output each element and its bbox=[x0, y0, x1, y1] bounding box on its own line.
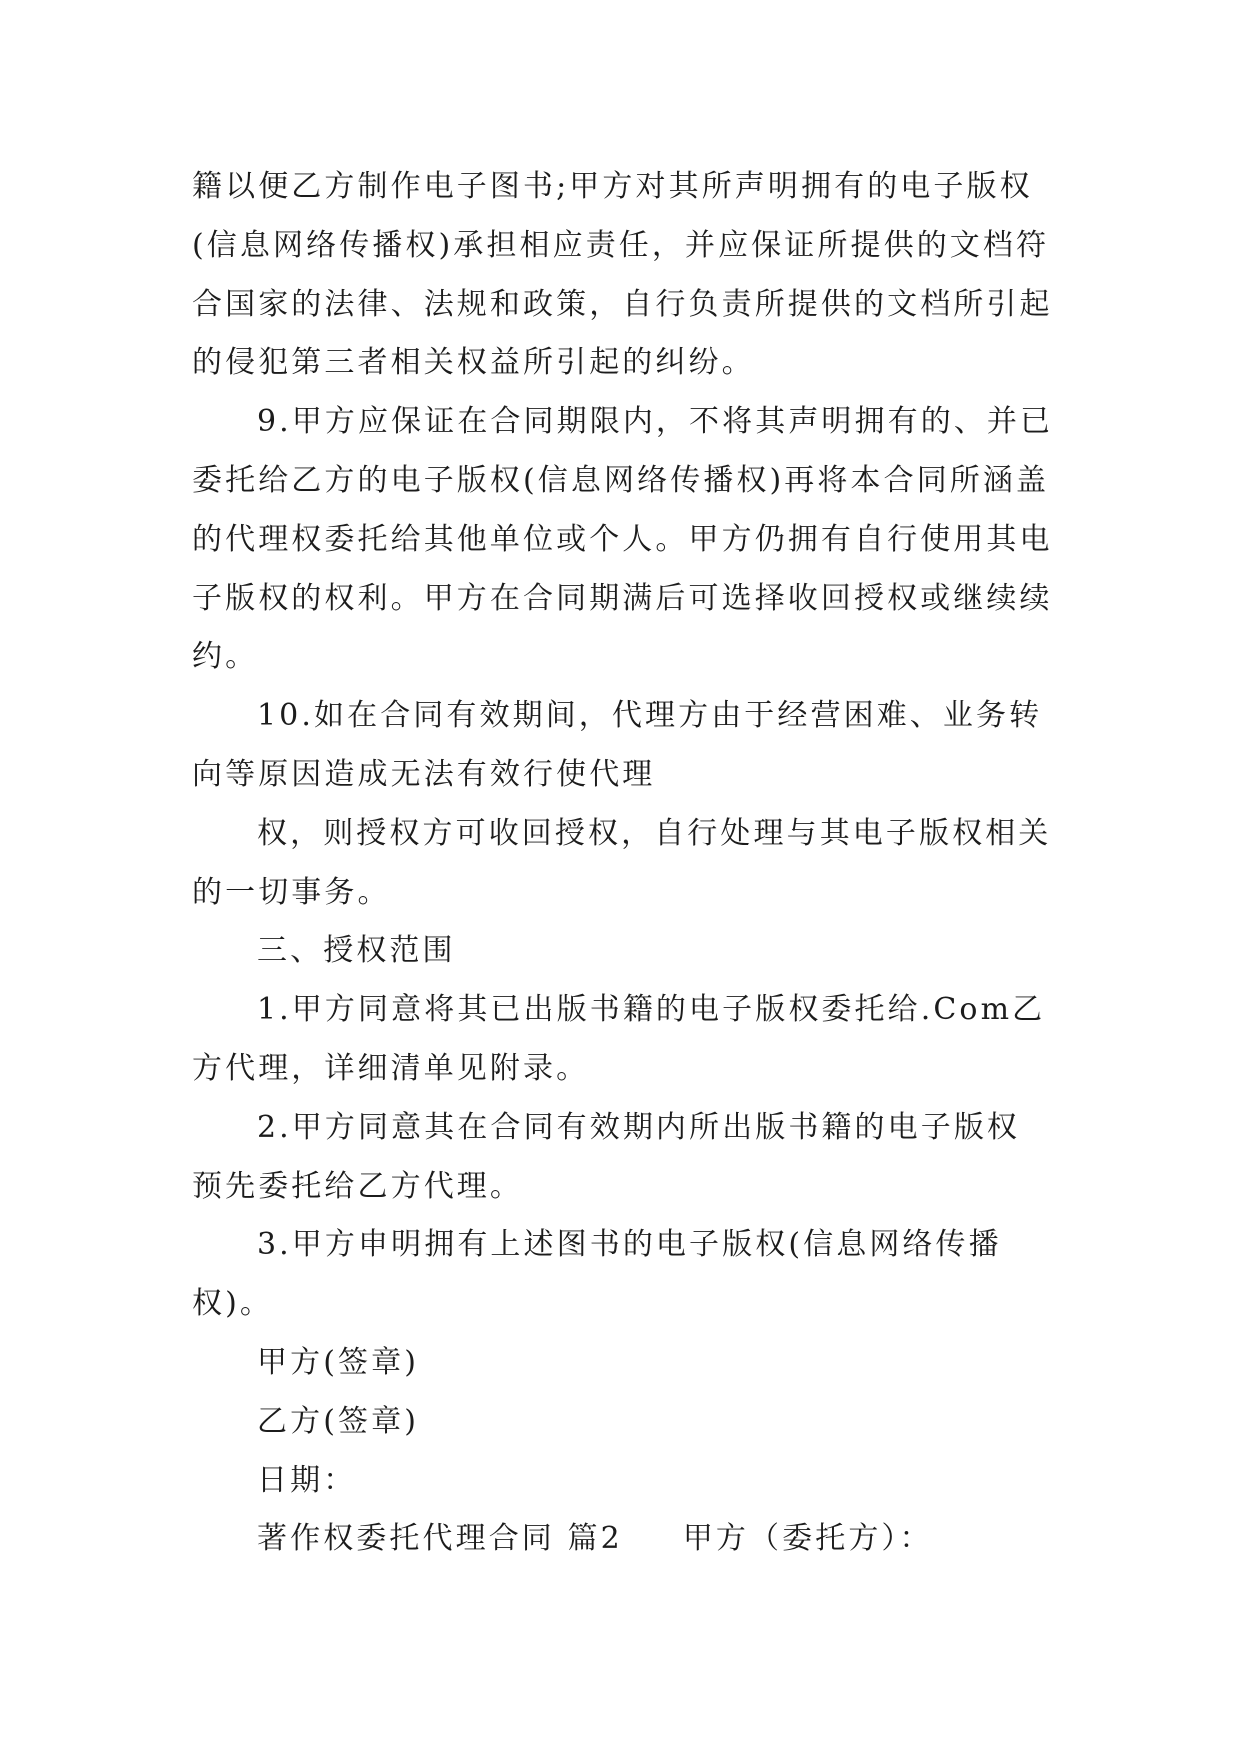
next-section-line bbox=[192, 1510, 1054, 1569]
party-a-label: 甲方（委托方）： bbox=[682, 1521, 933, 1557]
contract-title-2: 著作权委托代理合同 篇2 bbox=[257, 1521, 623, 1557]
paragraph-line: 委托给乙方的电子版权(信息网络传播权)再将本合同所涵盖 bbox=[192, 462, 1050, 498]
paragraph-line: 方代理，详细清单见附录。 bbox=[192, 1050, 590, 1086]
paragraph-line: 权，则授权方可收回授权，自行处理与其电子版权相关 bbox=[257, 815, 1052, 851]
date-line: 日期： bbox=[257, 1462, 357, 1498]
section-heading: 三、授权范围 bbox=[257, 933, 456, 969]
scope-clause-1-line: 1.甲方同意将其已出版书籍的电子版权委托给.Com乙 bbox=[257, 992, 1046, 1028]
paragraph-line: 预先委托给乙方代理。 bbox=[192, 1168, 523, 1204]
document-body bbox=[192, 158, 1054, 1569]
scope-clause-3-line: 3.甲方申明拥有上述图书的电子版权(信息网络传播 bbox=[257, 1227, 1002, 1263]
paragraph-line: 子版权的权利。甲方在合同期满后可选择收回授权或继续续 bbox=[192, 580, 1053, 616]
paragraph-line: 的代理权委托给其他单位或个人。甲方仍拥有自行使用其电 bbox=[192, 521, 1053, 557]
party-a-signature-line: 甲方(签章) bbox=[257, 1344, 420, 1380]
paragraph-line: 的侵犯第三者相关权益所引起的纠纷。 bbox=[192, 345, 755, 381]
scope-clause-2-line: 2.甲方同意其在合同有效期内所出版书籍的电子版权 bbox=[257, 1109, 1021, 1145]
paragraph-line: 向等原因造成无法有效行使代理 bbox=[192, 756, 656, 792]
paragraph-line: (信息网络传播权)承担相应责任，并应保证所提供的文档符 bbox=[192, 227, 1050, 263]
paragraph-line: 权)。 bbox=[192, 1286, 274, 1322]
clause-9-line: 9.甲方应保证在合同期限内，不将其声明拥有的、并已 bbox=[257, 404, 1054, 440]
paragraph-line: 合国家的法律、法规和政策，自行负责所提供的文档所引起 bbox=[192, 286, 1053, 322]
clause-10-line: 10.如在合同有效期间，代理方由于经营困难、业务转 bbox=[257, 698, 1043, 734]
paragraph-line: 约。 bbox=[192, 639, 259, 675]
party-b-signature-line: 乙方(签章) bbox=[257, 1403, 420, 1439]
paragraph-line: 的一切事务。 bbox=[192, 874, 391, 910]
paragraph-line: 籍以便乙方制作电子图书;甲方对其所声明拥有的电子版权 bbox=[192, 169, 1033, 204]
